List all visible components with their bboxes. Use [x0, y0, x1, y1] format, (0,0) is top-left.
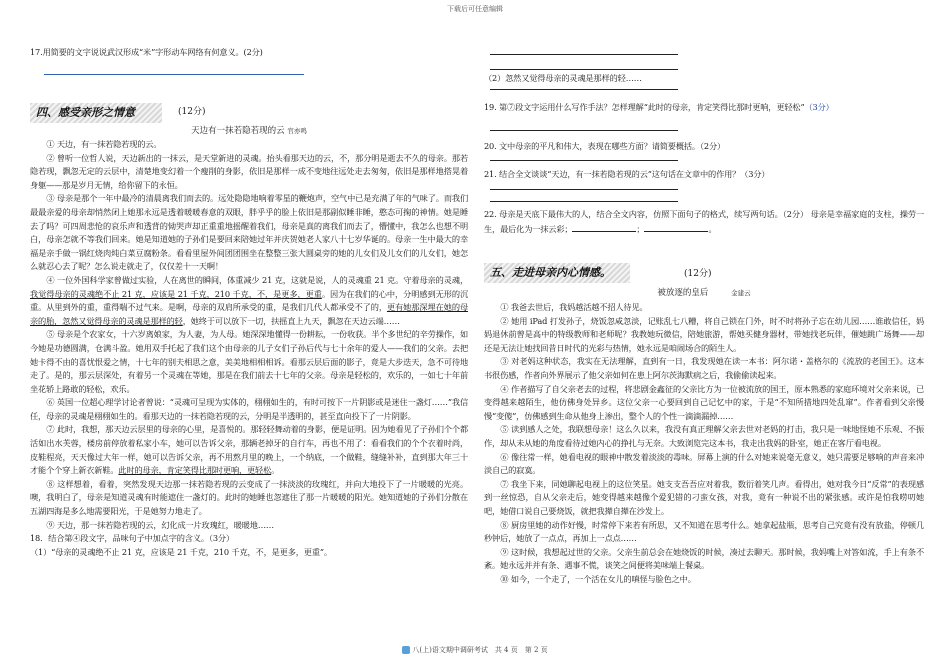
question-22-sep: ；: [636, 223, 645, 234]
paragraph-4: ④ 作者描写了自父亲老去的过程，将悲剧金鑫征的父亲比方为一位被流放的国王，原本熟悉的家庭环境对父亲来说，已变得越来越陌生，他仿佛身处异乡。这位父亲一心要回到自己记忆中的家，于是“不知所措地四处乱窜”。作者看到父亲慢慢“变傻”，仿佛感到生命从他身上渗出，整个人的个性一滴滴漏掉……: [484, 383, 924, 421]
question-19-text: 19. 第⑦段文字运用什么写作手法？怎样理解“此时的母亲，肯定笑得比那时更响，更轻松”: [484, 102, 805, 112]
question-22-end: 。: [708, 223, 717, 234]
paragraph-4-b: 。因为在我们的心中，分明感到无形的沉重。从里到外的重，重得喘不过气来。是啊，母亲的双肩所承受的重，是我们几代人都承受不了的，: [30, 288, 468, 313]
answer-line[interactable]: [44, 74, 304, 75]
answer-line[interactable]: [490, 54, 678, 55]
question-18: 18．结合第④段文字，品味句子中加点字的含义。（3分）: [30, 533, 234, 544]
paragraph-4-c: ，她终于可以放下一切，扶摇直上九天，飘忽在天边云端……: [182, 315, 400, 326]
logo-icon: [402, 646, 410, 654]
answer-line[interactable]: [490, 201, 678, 202]
article-title-text: 天边有一抹若隐若现的云: [191, 126, 285, 136]
paragraph-1: ① 我爸去世后，我妈越活越不招人待见。: [500, 302, 648, 312]
paragraph-1: ① 天边，有一抹若隐若现的云。: [46, 139, 162, 149]
section-4-banner: 四、感受亲形之情意: [30, 103, 162, 123]
fill-blank-2[interactable]: [644, 222, 708, 232]
article-body: [30, 138, 468, 559]
paragraph-5: ⑤ 读到感人之处，我联想母亲！这么久以来，我没有真正理解父亲去世对老妈的打击，我只是一味地怪她不乐观、不振作，却从未从她的角度看待过她内心的挣扎与无奈。大致浏览完这本书，我走出我妈的卧室，她正在客厅看电视。: [484, 424, 924, 448]
question-19: [484, 101, 924, 115]
paragraph-9: ⑨ 天边，那一抹若隐若现的云，幻化成一片玫瑰红，暖暖地……: [46, 519, 274, 530]
paragraph-8: ⑧ 这样想着，看着，突然发现天边那一抹若隐若现的云变成了一抹淡淡的玫瑰红，并向大地投下了一片暖暖的光亮。噢，我明白了，母亲是知道灵魂有时能遮住一盏灯的。此时的她睡也忽遮住了那一片暖暖的阳光。她知道她的子孙们分散在五湖四海是多么地需要阳光，于是她努力地走了。: [30, 478, 468, 517]
paragraph-8: ⑧ 厨房里她的动作好慢，时常停下来若有所思，又不知道在思考什么。她拿起盐瓶，思考自己究竟有没有放盐，停顿几秒钟后，她放了一点点，再加上一点点……: [484, 519, 924, 544]
paragraph-6: ⑥ 英国一位超心理学讨论者曾说：“灵魂可呈现为实体的，栩栩如生的，有时可按下一片阴影或是迷住一盏灯……”我信任，母亲的灵魂是栩栩如生的。看那天边的一抹若隐若现的云，分明是半透明的，甚至直向投下了一片阴影。: [30, 397, 468, 421]
paragraph-3: ③ 对老妈这种状态，我实在无法理解，直到有一日，我发现她在读一本书：阿尔诺・盖格尔的《流放的老国王》。这本书很伤感，作者向外界展示了他父亲如何在患上阿尔茨海默病之后，我偷偷读起来。: [484, 356, 924, 380]
answer-line[interactable]: [490, 189, 678, 190]
section-5-score: (12分): [684, 269, 712, 279]
answer-line[interactable]: [490, 160, 678, 161]
question-22-text: 22. 母亲是天底下最伟大的人，结合全文内容，仿照下面句子的格式，续写两句话。（2分） 母亲是幸福家庭的支柱，操劳一生，最后化为一抹云彩；: [484, 209, 924, 234]
article-title: [30, 125, 468, 139]
paragraph-7-b: 。: [271, 465, 280, 476]
question-18-item-2: （2）忽然又觉得母亲的灵魂是那样的轻……: [484, 73, 642, 83]
question-20: 20. 文中母亲的平凡和伟大，表现在哪些方面？请简要概括。（2分）: [484, 141, 726, 151]
paragraph-10: ⑩ 如今，一个走了，一个活在女儿的嗔怪与脸色之中。: [500, 573, 696, 584]
question-22: [484, 208, 924, 236]
section-5-banner: 五、走进母亲内心情感。: [484, 263, 630, 283]
section-4-score: (12分): [178, 107, 206, 117]
paragraph-7: ⑦ 我坐下来，同她聊起电视上的这位笑星。她支支吾吾应对着我，数衍着笑几声。看得出，她对我今日“反常”的表现感到一丝惊恐，自从父亲走后，她变得越来越像个爱犯错的刁蛮女孩，对我，竟有一种说不出的紧张感。或许是怕我唠叨她吧，她借口说自己要烧饭，就把我撵自撵在沙发上。: [484, 478, 924, 516]
article-title-2: [484, 287, 924, 301]
answer-line[interactable]: [490, 130, 678, 131]
question-17: 17.用简要的文字说说武汉形成“米”字形动车网络有何意义。(2分): [30, 47, 263, 57]
footer-text: 八(上)语文期中调研考试 共 4 页 第 2 页: [412, 646, 548, 654]
page-footer: [0, 644, 950, 658]
paragraph-3: ③ 母亲是那个一年中最冷的清晨离我们而去的。远处隐隐地响着零星的鞭炮声，空气中已是充满了年的气味了。而我们最最亲爱的母亲却悄然闭上她那永远是透着暖暖春意的双眼，胖乎乎的脸上依旧是那副似睡非睡，憨态可掬的神情。她是睡去了吗？可四周悲怆的哀乐声和透背的恸哭声却正重重地摇醒着我们，母亲是真的离我们而去了，懵懂中，我怎么也想不明白，母亲怎就不等我们回来。她是知道她的子孙们是要回来陪她过年并庆贺她老人家八十七岁华诞的。母亲一生中最大的幸福是亲手做一锅红烧肉炖白菜豆腐粉条。看看里屋外间团团围坐在整整三张大圆桌旁的她的儿女们及儿女们的儿女们，她怎么就忍心去了呢？怎么说走就走了，仅仅差十一天啊！: [30, 193, 468, 272]
article-author-2: 金建云: [731, 289, 751, 297]
answer-line[interactable]: [490, 69, 678, 70]
article-title-2-text: 被放逐的皇后: [657, 288, 709, 298]
paragraph-4: [30, 274, 468, 328]
fill-blank-1[interactable]: [572, 222, 636, 232]
paragraph-4-a: ④ 一位外国科学家曾做过实验，人在离世的瞬间，体重减少 21 克，这就是说，人的灵魂重 21 克。守着母亲的灵魂，: [46, 274, 468, 285]
paragraph-4-underline-2: 更有她那深埋在她的母亲的胎，忽然又觉得母亲的灵魂是那样的轻: [30, 302, 468, 326]
page-header-note: 下载后可任意编辑: [447, 5, 503, 13]
article-2-body: [484, 301, 924, 586]
paragraph-2: ② 曾听一位哲人说，天边新出的一抹云，是天堂新进的灵魂。抬头看那天边的云，不，那分明是逝去不久的母亲。那若隐若现，飘忽无定的云层中，清楚地变幻着一个瘦削的身影，依旧是那样一成不变地往远处走去匆匆，依旧是那样地搭晃着身躯——那是岁月无情，给你留下的永恒。: [30, 152, 468, 190]
paragraph-7: [30, 423, 468, 477]
paragraph-7-a: ⑦ 此时，我想，那天边云层里的母亲的心里，是喜悦的。那轻轻舞动着的身影，便是证明。因为她看见了子孙们个个都活如出水芙蓉，楼房前停放着私家小车，她可以告诉父亲，那辆老掉牙的自行车，再也不用了：看看我们的个个衣着时尚，皮鞋程亮，天天像过大年一样，她可以告诉父亲，再不用熬月里的晚上，一个纳底，一个做鞋，缝缝补补，直到那大年三十才能个个穿上新衣新鞋。: [30, 424, 468, 476]
question-21: 21. 结合全文谈谈“天边，有一抹若隐若现的云”这句话在文章中的作用？（3分）: [484, 169, 770, 179]
paragraph-2: ② 她用 iPad 打发孙子，烧饭忽咸忽淡，记账乱七八糟，将自己锁在门外，时不时将孙子忘在幼儿园……谁敢信任，妈妈退休前曾是高中的特级教师和老师呢？我教她玩微信，陪她旅游，帮她买健身器材，带她找老玩伴，催她跳广场舞——却还是无法让她找回昔日时代的光彩与热情，她永远是咱闹场合的陌生人。: [484, 315, 924, 353]
paragraph-9: ⑨ 这时候，我想起过世的父亲。父亲生前总会在她烧饭的时候，凑过去聊天。那时候，我妈嘴上对答如流，手上有条不紊。她永远并并有条、遇事不慌，谈笑之间便将美味端上餐桌。: [484, 546, 924, 571]
question-19-score: （3分）: [804, 102, 834, 112]
paragraph-6: ⑥ 像往常一样，她看电视的眼神中散发着淡淡的毒味。屏幕上演的什么对她来说毫无意义，她只需要足够响的声音来冲淡自己的寂寞。: [484, 451, 924, 476]
paragraph-7-underline: 此时的母亲，肯定笑得比那时更响，更轻松: [118, 465, 272, 476]
answer-line[interactable]: [490, 89, 678, 90]
article-author: 官亦鸣: [287, 127, 307, 135]
paragraph-4-underline-1: 我觉得母亲的灵魂绝不止 21 克，应该是 21 千克，210 千克，不，是更多，更重: [30, 288, 322, 299]
paragraph-5: ⑤ 母亲是个农家女，十六岁离娘家，为人妻，为人母。她深深地懂得一份耕耘，一份收获。半个多世纪的辛劳操作，如今她是功德圆满，仓满斗盈。她用双手托起了我们这个由母亲的儿子女们子孙后代与七十余年的爱人——我们的父亲。去把她卡得不由的喜忧恨爱之情，十七年的别夫相思之意，美美地相相相诉。看那云层后面的影子，竟是大步迭天，急不可待地走了。是的，那云层深处，有着另一个灵魂在等她，那是在我们前去十七年的父亲。母亲是轻松的，欢乐的，一如七十年前坐花轿上路敢的轻松，欢乐。: [30, 329, 468, 394]
question-18-item-1: （1）“母亲的灵魂绝不止 21 克，应该是 21 千克，210 千克，不，是更多，更重”。: [30, 546, 332, 557]
